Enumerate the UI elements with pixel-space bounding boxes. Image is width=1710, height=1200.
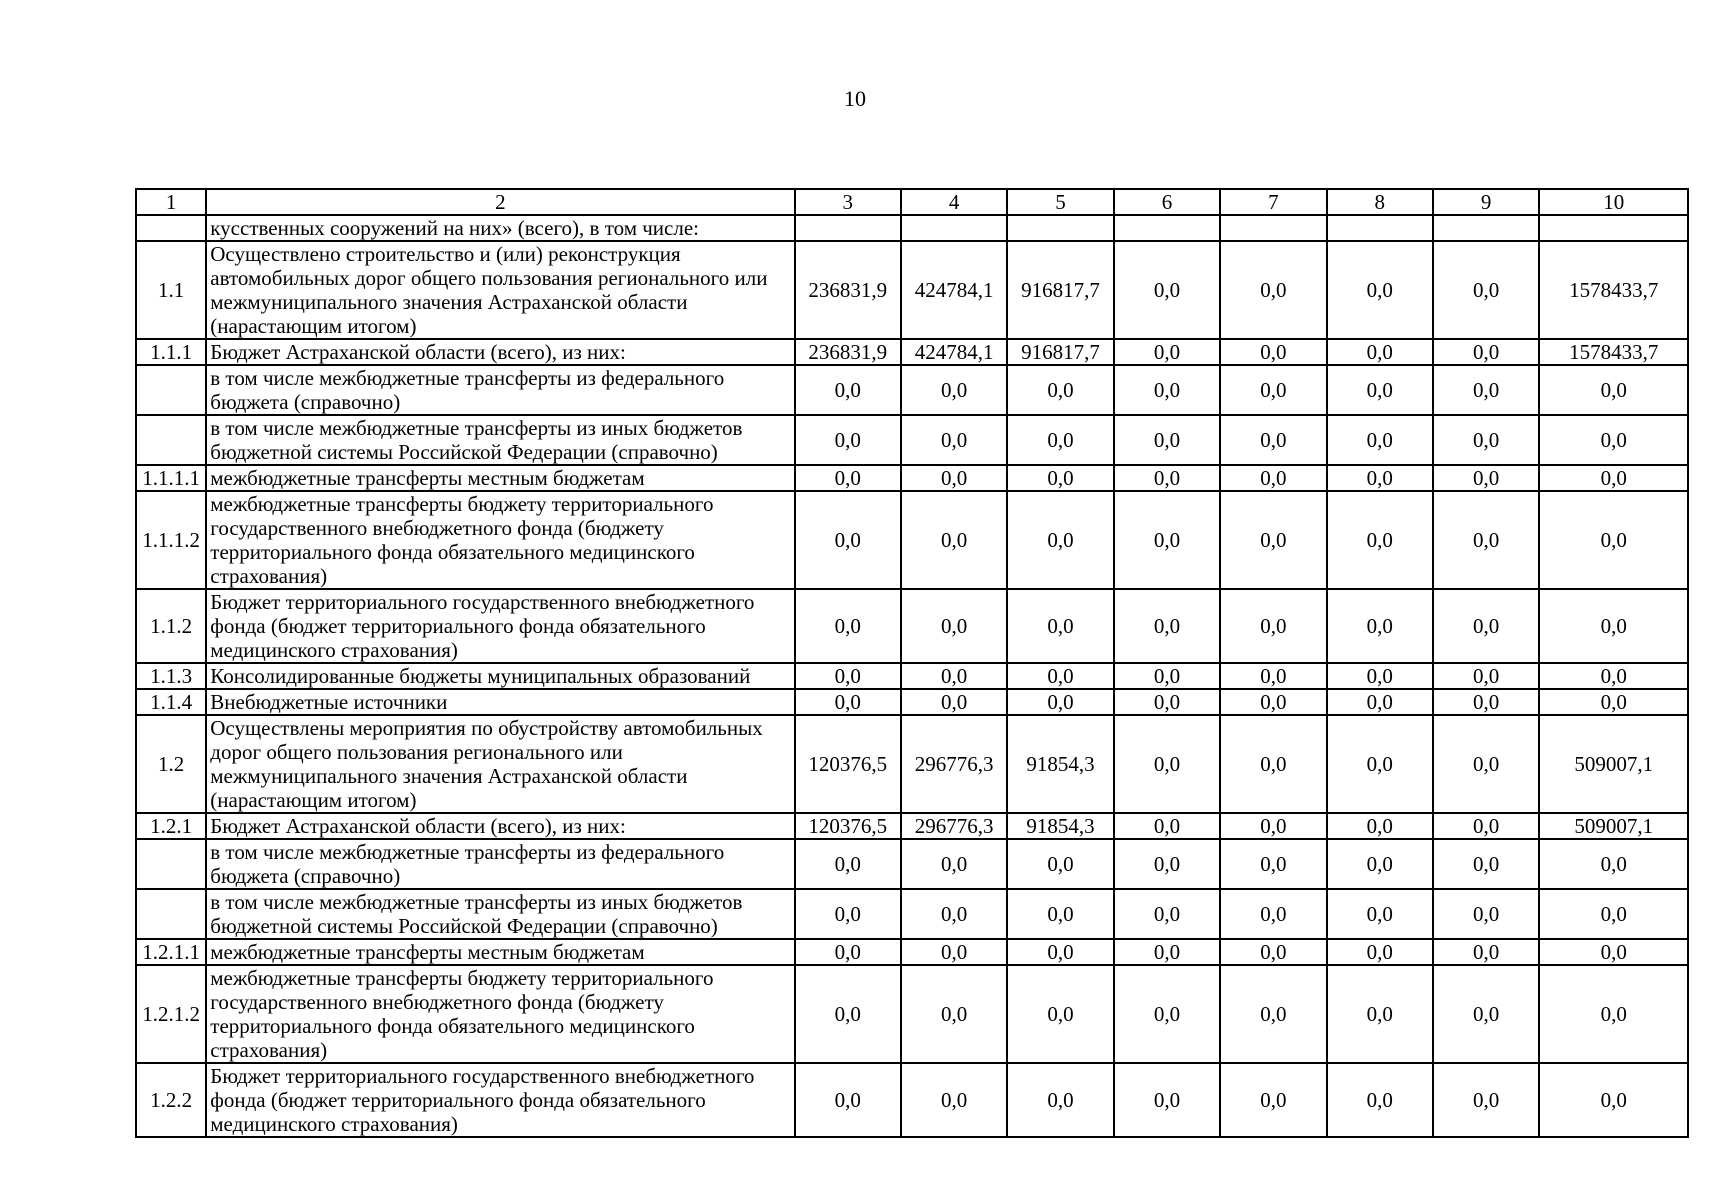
value-cell: 0,0 — [1327, 415, 1433, 465]
value-cell: 0,0 — [1327, 689, 1433, 715]
value-cell: 0,0 — [1220, 1063, 1326, 1137]
value-cell: 0,0 — [901, 965, 1007, 1063]
value-cell: 0,0 — [901, 415, 1007, 465]
value-cell: 0,0 — [1007, 889, 1113, 939]
value-cell: 0,0 — [1220, 365, 1326, 415]
value-cell: 0,0 — [1327, 491, 1433, 589]
table-row — [136, 415, 1688, 465]
row-number-cell: 1.2.1.1 — [136, 939, 206, 965]
value-cell: 0,0 — [1433, 415, 1539, 465]
value-cell: 0,0 — [1433, 813, 1539, 839]
row-number-cell — [136, 365, 206, 415]
column-number-header: 10 — [1539, 189, 1688, 215]
row-description-cell: Внебюджетные источники — [206, 689, 794, 715]
row-number-cell: 1.2.2 — [136, 1063, 206, 1137]
value-cell: 0,0 — [1327, 939, 1433, 965]
value-cell: 120376,5 — [795, 715, 901, 813]
value-cell: 0,0 — [901, 689, 1007, 715]
value-cell: 0,0 — [1220, 491, 1326, 589]
value-cell — [901, 215, 1007, 241]
table-row — [136, 491, 1688, 589]
row-number-cell: 1.1.4 — [136, 689, 206, 715]
value-cell: 916817,7 — [1007, 241, 1113, 339]
value-cell: 0,0 — [1433, 939, 1539, 965]
value-cell: 236831,9 — [795, 339, 901, 365]
value-cell: 0,0 — [795, 889, 901, 939]
row-description-cell: Осуществлено строительство и (или) реконструкция автомобильных дорог общего пользования регионального или межмуниципального значения Астраханской области (нарастающим итогом) — [206, 241, 794, 339]
row-description-cell: Бюджет территориального государственного внебюджетного фонда (бюджет территориального фонда обязательного медицинского страхования) — [206, 1063, 794, 1137]
table-row — [136, 465, 1688, 491]
table-row — [136, 215, 1688, 241]
value-cell: 916817,7 — [1007, 339, 1113, 365]
value-cell: 0,0 — [901, 465, 1007, 491]
value-cell: 0,0 — [1114, 715, 1220, 813]
value-cell: 0,0 — [1220, 689, 1326, 715]
value-cell: 0,0 — [1114, 663, 1220, 689]
table-row — [136, 813, 1688, 839]
value-cell: 0,0 — [1114, 415, 1220, 465]
value-cell: 0,0 — [1327, 965, 1433, 1063]
row-description-cell: Осуществлены мероприятия по обустройству автомобильных дорог общего пользования регионального или межмуниципального значения Астраханской области (нарастающим итогом) — [206, 715, 794, 813]
value-cell: 0,0 — [1539, 365, 1688, 415]
row-number-cell: 1.2.1 — [136, 813, 206, 839]
value-cell: 0,0 — [1327, 589, 1433, 663]
row-description-cell: в том числе межбюджетные трансферты из иных бюджетов бюджетной системы Российской Федерации (справочно) — [206, 415, 794, 465]
value-cell: 0,0 — [795, 1063, 901, 1137]
value-cell: 0,0 — [1220, 965, 1326, 1063]
value-cell: 1578433,7 — [1539, 241, 1688, 339]
value-cell: 0,0 — [1220, 663, 1326, 689]
table-row — [136, 1063, 1688, 1137]
value-cell: 0,0 — [901, 365, 1007, 415]
column-number-header: 5 — [1007, 189, 1113, 215]
row-number-cell — [136, 889, 206, 939]
value-cell: 0,0 — [901, 889, 1007, 939]
value-cell — [1327, 215, 1433, 241]
value-cell: 0,0 — [1114, 339, 1220, 365]
value-cell: 0,0 — [1007, 663, 1113, 689]
table-row — [136, 663, 1688, 689]
row-description-cell: в том числе межбюджетные трансферты из федерального бюджета (справочно) — [206, 365, 794, 415]
value-cell: 0,0 — [795, 839, 901, 889]
row-number-cell: 1.2.1.2 — [136, 965, 206, 1063]
value-cell: 0,0 — [795, 365, 901, 415]
table-row — [136, 889, 1688, 939]
value-cell: 0,0 — [1327, 813, 1433, 839]
value-cell: 424784,1 — [901, 241, 1007, 339]
value-cell: 0,0 — [1114, 241, 1220, 339]
value-cell: 509007,1 — [1539, 813, 1688, 839]
value-cell: 296776,3 — [901, 813, 1007, 839]
value-cell: 0,0 — [901, 663, 1007, 689]
value-cell: 120376,5 — [795, 813, 901, 839]
value-cell — [1007, 215, 1113, 241]
value-cell: 0,0 — [795, 965, 901, 1063]
table-row — [136, 839, 1688, 889]
value-cell: 0,0 — [1007, 839, 1113, 889]
value-cell: 0,0 — [1114, 365, 1220, 415]
value-cell: 0,0 — [1114, 965, 1220, 1063]
value-cell: 0,0 — [1433, 663, 1539, 689]
table-row — [136, 365, 1688, 415]
value-cell: 0,0 — [1007, 965, 1113, 1063]
row-description-cell: межбюджетные трансферты местным бюджетам — [206, 939, 794, 965]
value-cell: 0,0 — [1327, 715, 1433, 813]
value-cell: 0,0 — [1433, 715, 1539, 813]
value-cell: 0,0 — [1007, 365, 1113, 415]
value-cell: 0,0 — [1433, 965, 1539, 1063]
row-description-cell: в том числе межбюджетные трансферты из федерального бюджета (справочно) — [206, 839, 794, 889]
value-cell: 0,0 — [1433, 365, 1539, 415]
value-cell: 1578433,7 — [1539, 339, 1688, 365]
value-cell: 0,0 — [1327, 339, 1433, 365]
row-number-cell: 1.1.1.1 — [136, 465, 206, 491]
value-cell — [795, 215, 901, 241]
row-number-cell: 1.1.1.2 — [136, 491, 206, 589]
value-cell: 0,0 — [901, 839, 1007, 889]
value-cell: 424784,1 — [901, 339, 1007, 365]
value-cell: 0,0 — [1007, 415, 1113, 465]
value-cell: 0,0 — [1114, 491, 1220, 589]
value-cell: 91854,3 — [1007, 813, 1113, 839]
value-cell: 0,0 — [1433, 1063, 1539, 1137]
value-cell: 0,0 — [795, 589, 901, 663]
value-cell: 0,0 — [1433, 339, 1539, 365]
column-number-row — [136, 189, 1688, 215]
value-cell: 0,0 — [1114, 939, 1220, 965]
value-cell: 0,0 — [1539, 839, 1688, 889]
column-number-header: 3 — [795, 189, 901, 215]
value-cell: 0,0 — [1539, 663, 1688, 689]
column-number-header: 1 — [136, 189, 206, 215]
value-cell: 0,0 — [1007, 939, 1113, 965]
value-cell: 0,0 — [1220, 339, 1326, 365]
value-cell — [1220, 215, 1326, 241]
value-cell: 0,0 — [1327, 889, 1433, 939]
value-cell: 0,0 — [1007, 491, 1113, 589]
column-number-header: 2 — [206, 189, 794, 215]
value-cell: 0,0 — [1114, 813, 1220, 839]
row-description-cell: Консолидированные бюджеты муниципальных образований — [206, 663, 794, 689]
table-row — [136, 689, 1688, 715]
value-cell: 0,0 — [1539, 491, 1688, 589]
row-description-cell: межбюджетные трансферты бюджету территориального государственного внебюджетного фонда (бюджету территориального фонда обязательного медицинского страхования) — [206, 491, 794, 589]
row-number-cell: 1.1.2 — [136, 589, 206, 663]
column-number-header: 8 — [1327, 189, 1433, 215]
value-cell: 0,0 — [795, 491, 901, 589]
row-number-cell: 1.1 — [136, 241, 206, 339]
row-number-cell: 1.1.1 — [136, 339, 206, 365]
value-cell: 0,0 — [795, 689, 901, 715]
row-number-cell — [136, 215, 206, 241]
value-cell: 0,0 — [1433, 241, 1539, 339]
value-cell: 0,0 — [1433, 839, 1539, 889]
value-cell: 0,0 — [1539, 589, 1688, 663]
column-number-header: 4 — [901, 189, 1007, 215]
value-cell: 0,0 — [795, 415, 901, 465]
value-cell — [1114, 215, 1220, 241]
row-number-cell: 1.2 — [136, 715, 206, 813]
value-cell: 0,0 — [1114, 1063, 1220, 1137]
value-cell: 0,0 — [1114, 839, 1220, 889]
value-cell: 0,0 — [1114, 889, 1220, 939]
value-cell: 0,0 — [901, 589, 1007, 663]
value-cell: 0,0 — [1327, 241, 1433, 339]
row-description-cell: в том числе межбюджетные трансферты из иных бюджетов бюджетной системы Российской Федерации (справочно) — [206, 889, 794, 939]
value-cell: 0,0 — [1539, 1063, 1688, 1137]
value-cell: 0,0 — [1220, 415, 1326, 465]
value-cell: 0,0 — [901, 1063, 1007, 1137]
value-cell: 91854,3 — [1007, 715, 1113, 813]
value-cell: 0,0 — [1327, 365, 1433, 415]
value-cell: 0,0 — [1114, 689, 1220, 715]
value-cell: 0,0 — [1327, 465, 1433, 491]
table-row — [136, 339, 1688, 365]
value-cell: 0,0 — [1327, 663, 1433, 689]
value-cell: 0,0 — [1220, 839, 1326, 889]
value-cell: 0,0 — [1539, 689, 1688, 715]
value-cell: 0,0 — [1539, 415, 1688, 465]
value-cell: 0,0 — [1539, 939, 1688, 965]
page-number: 10 — [844, 86, 866, 111]
table-row — [136, 589, 1688, 663]
row-description-cell: межбюджетные трансферты местным бюджетам — [206, 465, 794, 491]
value-cell: 0,0 — [1220, 939, 1326, 965]
budget-table — [135, 188, 1689, 1138]
value-cell: 236831,9 — [795, 241, 901, 339]
table-row — [136, 241, 1688, 339]
value-cell: 0,0 — [1220, 715, 1326, 813]
table-row — [136, 965, 1688, 1063]
row-description-cell: Бюджет Астраханской области (всего), из них: — [206, 339, 794, 365]
value-cell: 0,0 — [795, 465, 901, 491]
row-number-cell — [136, 839, 206, 889]
value-cell: 0,0 — [1007, 1063, 1113, 1137]
value-cell: 0,0 — [1433, 589, 1539, 663]
value-cell: 0,0 — [1327, 1063, 1433, 1137]
row-number-cell: 1.1.3 — [136, 663, 206, 689]
value-cell: 0,0 — [1220, 465, 1326, 491]
table-row — [136, 715, 1688, 813]
row-description-cell: межбюджетные трансферты бюджету территориального государственного внебюджетного фонда (бюджету территориального фонда обязательного медицинского страхования) — [206, 965, 794, 1063]
value-cell: 0,0 — [1007, 465, 1113, 491]
value-cell: 0,0 — [901, 491, 1007, 589]
value-cell: 0,0 — [1433, 889, 1539, 939]
row-description-cell: Бюджет территориального государственного внебюджетного фонда (бюджет территориального фонда обязательного медицинского страхования) — [206, 589, 794, 663]
value-cell: 296776,3 — [901, 715, 1007, 813]
column-number-header: 7 — [1220, 189, 1326, 215]
table-row — [136, 939, 1688, 965]
value-cell: 0,0 — [1433, 689, 1539, 715]
row-description-cell: Бюджет Астраханской области (всего), из них: — [206, 813, 794, 839]
value-cell: 0,0 — [901, 939, 1007, 965]
value-cell: 0,0 — [1433, 491, 1539, 589]
value-cell: 0,0 — [1220, 241, 1326, 339]
value-cell: 0,0 — [795, 663, 901, 689]
value-cell — [1539, 215, 1688, 241]
value-cell: 0,0 — [1007, 689, 1113, 715]
value-cell: 0,0 — [1539, 465, 1688, 491]
value-cell: 0,0 — [1007, 589, 1113, 663]
value-cell: 0,0 — [1220, 813, 1326, 839]
value-cell: 509007,1 — [1539, 715, 1688, 813]
value-cell: 0,0 — [1220, 589, 1326, 663]
value-cell: 0,0 — [1220, 889, 1326, 939]
column-number-header: 6 — [1114, 189, 1220, 215]
value-cell: 0,0 — [1114, 465, 1220, 491]
row-number-cell — [136, 415, 206, 465]
table-body — [136, 215, 1688, 1137]
value-cell: 0,0 — [1433, 465, 1539, 491]
value-cell: 0,0 — [1327, 839, 1433, 889]
value-cell — [1433, 215, 1539, 241]
value-cell: 0,0 — [795, 939, 901, 965]
value-cell: 0,0 — [1114, 589, 1220, 663]
row-description-cell: кусственных сооружений на них» (всего), в том числе: — [206, 215, 794, 241]
column-number-header: 9 — [1433, 189, 1539, 215]
value-cell: 0,0 — [1539, 889, 1688, 939]
value-cell: 0,0 — [1539, 965, 1688, 1063]
